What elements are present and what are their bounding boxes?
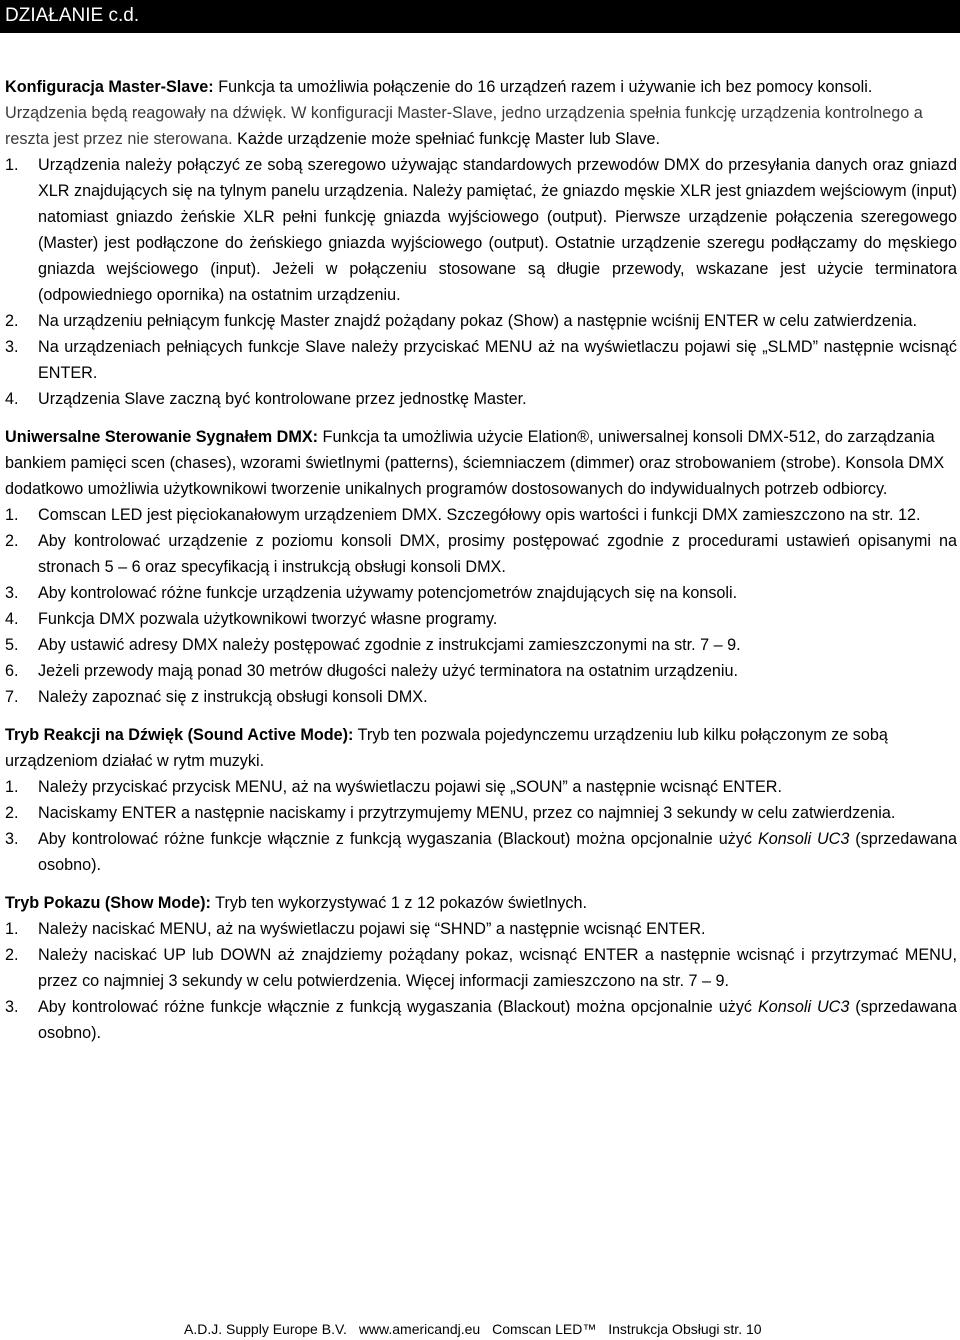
list-item-number: 7. bbox=[5, 688, 19, 706]
list-item-text: Naciskamy ENTER a następnie naciskamy i przytrzymujemy MENU, przez co najmniej 3 sekundy w celu zatwierdzenia. bbox=[38, 804, 896, 822]
list-item bbox=[5, 658, 957, 684]
list-item-number: 3. bbox=[5, 830, 19, 848]
section-heading: Tryb Pokazu (Show Mode): bbox=[5, 894, 211, 912]
intro-text: Tryb ten wykorzystywać 1 z 12 pokazów świetlnych. bbox=[210, 894, 588, 912]
product-name-italic: Konsoli UC3 bbox=[757, 998, 850, 1016]
list-item bbox=[5, 502, 957, 528]
page-footer bbox=[184, 1320, 770, 1338]
list-item-number: 3. bbox=[5, 584, 19, 602]
list-item-text: Aby kontrolować różne funkcje włącznie z funkcją wygaszania (Blackout) można opcjonalnie użyć bbox=[38, 830, 758, 848]
list-item-number: 2. bbox=[5, 804, 19, 822]
list-item-text: Na urządzeniu pełniącym funkcję Master znajdź pożądany pokaz (Show) a następnie wciśnij ENTER w celu zatwierdzenia. bbox=[38, 312, 918, 330]
list-item-text: Aby kontrolować różne funkcje włącznie z funkcją wygaszania (Blackout) można opcjonalnie użyć bbox=[38, 998, 758, 1016]
section-heading: Uniwersalne Sterowanie Sygnałem DMX: bbox=[5, 428, 319, 446]
list-item bbox=[5, 684, 957, 710]
footer-product: Comscan LED™ bbox=[492, 1321, 597, 1337]
intro-text: Tryb ten pozwala pojedynczemu urządzeniu lub kilku połączonym ze sobą urządzeniom działać w rytm muzyki. bbox=[5, 726, 888, 770]
section-intro bbox=[5, 890, 957, 916]
list-item-text: Należy naciskać MENU, aż na wyświetlaczu pojawi się “SHND” a następnie wcisnąć ENTER. bbox=[38, 920, 706, 938]
list-item bbox=[5, 580, 957, 606]
list-item bbox=[5, 994, 957, 1046]
list-item-number: 4. bbox=[5, 390, 19, 408]
list-item-text: Aby kontrolować urządzenie z poziomu konsoli DMX, prosimy postępować zgodnie z procedurami ustawień opisanymi na stronach 5 – 6 oraz specyfikacją i instrukcją obsługi konsoli DMX. bbox=[38, 532, 957, 576]
numbered-list bbox=[5, 916, 957, 1046]
list-item bbox=[5, 386, 957, 412]
list-item-text-tail: (sprzedawana osobno). bbox=[38, 830, 957, 874]
list-item-number: 3. bbox=[5, 998, 19, 1016]
numbered-list bbox=[5, 774, 957, 878]
list-item-text: Aby ustawić adresy DMX należy postępować zgodnie z instrukcjami zamieszczonymi na str. 7 – 9. bbox=[38, 636, 741, 654]
intro-text: Funkcja ta umożliwia połączenie do 16 urządzeń razem i używanie ich bez pomocy konsoli. bbox=[213, 78, 873, 96]
list-item-text: Comscan LED jest pięciokanałowym urządzeniem DMX. Szczegółowy opis wartości i funkcji DMX zamieszczono na str. 12. bbox=[38, 506, 921, 524]
list-item bbox=[5, 800, 957, 826]
list-item bbox=[5, 334, 957, 386]
numbered-list bbox=[5, 152, 957, 412]
list-item bbox=[5, 942, 957, 994]
list-item bbox=[5, 632, 957, 658]
section-intro bbox=[5, 722, 957, 774]
list-item-number: 2. bbox=[5, 312, 19, 330]
product-name-italic: Konsoli UC3 bbox=[757, 830, 850, 848]
list-item-text: Funkcja DMX pozwala użytkownikowi tworzyć własne programy. bbox=[38, 610, 498, 628]
list-item bbox=[5, 606, 957, 632]
list-item-text: Należy przyciskać przycisk MENU, aż na wyświetlaczu pojawi się „SOUN” a następnie wcisnąć ENTER. bbox=[38, 778, 782, 796]
section-heading: Tryb Reakcji na Dźwięk (Sound Active Mode): bbox=[5, 726, 354, 744]
list-item-number: 2. bbox=[5, 532, 19, 550]
footer-company: A.D.J. Supply Europe B.V. bbox=[184, 1321, 347, 1337]
section bbox=[5, 890, 957, 1046]
footer-page-number: Instrukcja Obsługi str. 10 bbox=[608, 1321, 762, 1337]
document-body bbox=[5, 74, 957, 1046]
list-item bbox=[5, 774, 957, 800]
list-item-number: 2. bbox=[5, 946, 19, 964]
list-item-number: 1. bbox=[5, 156, 19, 174]
numbered-list bbox=[5, 502, 957, 710]
section bbox=[5, 424, 957, 710]
list-item-text: Urządzenia należy połączyć ze sobą szeregowo używając standardowych przewodów DMX do przesyłania danych oraz gniazd XLR znajdujących się na tylnym panelu urządzenia. Należy pamiętać, że gniazdo męskie XLR jest gniazdem wejściowym (input) natomiast gniazdo żeńskie XLR pełni funkcję gniazda wyjściowego (output). Pierwsze urządzenie połączenia szeregowego (Master) jest podłączone do żeńskiego gniazda wyjściowego (output). Ostatnie urządzenie szeregu podłączamy do męskiego gniazda wejściowego (input). Jeżeli w połączeniu stosowane są długie przewody, wskazane jest użycie terminatora (odpowiedniego opornika) na ostatnim urządzeniu. bbox=[38, 156, 957, 304]
list-item-number: 1. bbox=[5, 778, 19, 796]
section bbox=[5, 74, 957, 412]
list-item-number: 4. bbox=[5, 610, 19, 628]
list-item bbox=[5, 826, 957, 878]
header-bar bbox=[0, 0, 960, 33]
section-intro bbox=[5, 74, 957, 152]
list-item-text-tail: (sprzedawana osobno). bbox=[38, 998, 957, 1042]
list-item-text: Należy naciskać UP lub DOWN aż znajdziemy pożądany pokaz, wcisnąć ENTER a następnie wcisnąć i przytrzymać MENU, przez co najmniej 3 sekundy w celu potwierdzenia. Więcej informacji zamieszczono na str. 7 – 9. bbox=[38, 946, 957, 990]
list-item-number: 6. bbox=[5, 662, 19, 680]
intro-text: Funkcja ta umożliwia użycie Elation®, uniwersalnej konsoli DMX-512, do zarządzania bankiem pamięci scen (chases), wzorami świetlnymi (patterns), ściemniaczem (dimmer) oraz strobowaniem (strobe). Konsola DMX dodatkowo umożliwia użytkownikowi tworzenie unikalnych programów dostosowanych do indywidualnych potrzeb odbiorcy. bbox=[5, 428, 945, 498]
list-item-text: Urządzenia Slave zaczną być kontrolowane przez jednostkę Master. bbox=[38, 390, 527, 408]
list-item bbox=[5, 916, 957, 942]
list-item-text: Aby kontrolować różne funkcje urządzenia używamy potencjometrów znajdujących się na konsoli. bbox=[38, 584, 738, 602]
intro-text: Urządzenia będą reagowały na dźwięk. W konfiguracji Master-Slave, jedno urządzenia spełnia funkcję urządzenia kontrolnego a reszta jest przez nie sterowana. bbox=[5, 104, 923, 148]
section-intro bbox=[5, 424, 957, 502]
list-item bbox=[5, 528, 957, 580]
list-item-number: 3. bbox=[5, 338, 19, 356]
section-heading: Konfiguracja Master-Slave: bbox=[5, 78, 214, 96]
intro-text: Każde urządzenie może spełniać funkcję Master lub Slave. bbox=[237, 130, 661, 148]
list-item-number: 1. bbox=[5, 506, 19, 524]
list-item bbox=[5, 152, 957, 308]
footer-website: www.americandj.eu bbox=[358, 1321, 481, 1337]
page-title: DZIAŁANIE c.d. bbox=[5, 5, 140, 26]
list-item bbox=[5, 308, 957, 334]
list-item-text: Jeżeli przewody mają ponad 30 metrów długości należy użyć terminatora na ostatnim urządzeniu. bbox=[38, 662, 739, 680]
section bbox=[5, 722, 957, 878]
list-item-text: Na urządzeniach pełniących funkcje Slave należy przyciskać MENU aż na wyświetlaczu pojawi się „SLMD” następnie wcisnąć ENTER. bbox=[38, 338, 957, 382]
list-item-text: Należy zapoznać się z instrukcją obsługi konsoli DMX. bbox=[38, 688, 428, 706]
list-item-number: 5. bbox=[5, 636, 19, 654]
list-item-number: 1. bbox=[5, 920, 19, 938]
